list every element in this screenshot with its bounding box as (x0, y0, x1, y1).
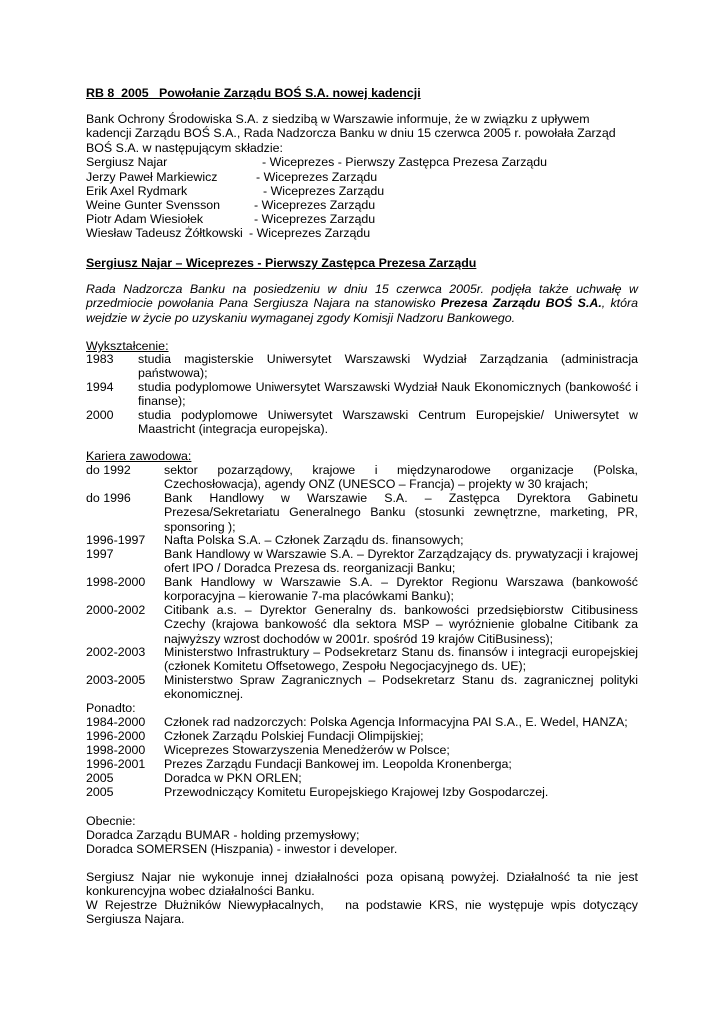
board-member-role: - Wiceprezes Zarządu (254, 198, 376, 212)
career-text: Ministerstwo Infrastruktury – Podsekretarz Stanu ds. finansów i integracji europejskiej (członek Komitetu Offsetowego, Zespołu Negocjacyjnego ds. UE); (164, 645, 638, 674)
education-heading: Wykształcenie: (86, 339, 169, 353)
career-text: Bank Handlowy w Warszawie S.A. – Dyrektor Zarządzający ds. prywatyzacji i krajowej ofert IPO / Doradca Prezesa ds. reorganizacji Banku; (164, 547, 638, 576)
education-text: studia podyplomowe Uniwersytet Warszawski Centrum Europejskie/ Uniwersytet w Maastricht (integracja europejska). (138, 408, 638, 437)
board-member-name: Erik Axel Rydmark (86, 184, 188, 198)
career-year: do 1996 (86, 491, 131, 505)
board-member-role: - Wiceprezes Zarządu (256, 170, 378, 184)
career-text: Nafta Polska S.A. – Członek Zarządu ds. finansowych; (164, 533, 464, 547)
also-year: 2005 (86, 771, 114, 785)
resolution-paragraph: Rada Nadzorcza Banku na posiedzeniu w dniu 15 czerwca 2005r. podjęła także uchwałę w przedmiocie powołania Pana Sergiusza Najara na stanowisko Prezesa Zarządu BOŚ S.A., która wejdzie w życie po uzyskaniu wymaganej zgody Komisji Nadzoru Bankowego. (86, 282, 638, 325)
board-member-name: Piotr Adam Wiesiołek (86, 212, 204, 226)
career-year: 1998-2000 (86, 575, 146, 589)
board-member-role: - Wiceprezes Zarządu (263, 184, 385, 198)
career-year: do 1992 (86, 463, 131, 477)
board-member-role: - Wiceprezes Zarządu (249, 226, 371, 240)
education-text: studia magisterskie Uniwersytet Warszawski Wydział Zarządzania (administracja państwowa); (138, 352, 638, 381)
board-member-name: Jerzy Paweł Markiewicz (86, 170, 218, 184)
current-line: Doradca Zarządu BUMAR - holding przemysłowy; (86, 828, 360, 842)
career-text: sektor pozarządowy, krajowe i międzynarodowe organizacje (Polska, Czechosłowacja), agendy ONZ (UNESCO – Francja) – projekty w 30 krajach; (164, 463, 638, 492)
also-year: 2005 (86, 785, 114, 799)
board-member-name: Wiesław Tadeusz Żółtkowski (86, 226, 243, 240)
education-year: 1983 (86, 352, 114, 366)
closing-paragraph: W Rejestrze Dłużników Niewypłacalnych, na podstawie KRS, nie występuje wpis dotyczący Sergiusza Najara. (86, 898, 642, 927)
closing-paragraph: Sergiusz Najar nie wykonuje innej działalności poza opisaną powyżej. Działalność ta nie jest konkurencyjna wobec działalności Banku. (86, 870, 638, 899)
section-heading: Sergiusz Najar – Wiceprezes - Pierwszy Zastępca Prezesa Zarządu (86, 256, 477, 270)
board-member-name: Sergiusz Najar (86, 155, 168, 169)
current-heading: Obecnie: (86, 814, 136, 828)
education-text: studia podyplomowe Uniwersytet Warszawski Wydział Nauk Ekonomicznych (bankowość i finanse); (138, 380, 638, 409)
board-member-name: Weine Gunter Svensson (86, 198, 221, 212)
also-text: Prezes Zarządu Fundacji Bankowej im. Leopolda Kronenberga; (164, 757, 512, 771)
also-year: 1996-2001 (86, 757, 146, 771)
career-year: 2003-2005 (86, 673, 146, 687)
education-year: 2000 (86, 408, 114, 422)
also-heading: Ponadto: (86, 701, 136, 715)
also-text: Członek Zarządu Polskiej Fundacji Olimpijskiej; (164, 729, 424, 743)
document-title: RB 8_2005_ Powołanie Zarządu BOŚ S.A. nowej kadencji (86, 86, 421, 100)
career-text: Bank Handlowy w Warszawie S.A. – Zastępca Dyrektora Gabinetu Prezesa/Sekretariatu Generalnego Banku (stosunki zewnętrzne, marketing, PR, sponsoring ); (164, 491, 638, 534)
board-member-role: - Wiceprezes - Pierwszy Zastępca Prezesa Zarządu (262, 155, 548, 169)
also-year: 1984-2000 (86, 715, 146, 729)
resolution-position: Prezesa Zarządu BOŚ S.A. (440, 296, 602, 311)
also-year: 1998-2000 (86, 743, 146, 757)
career-year: 1996-1997 (86, 533, 146, 547)
also-text: Przewodniczący Komitetu Europejskiego Krajowej Izby Gospodarczej. (164, 785, 549, 799)
career-heading: Kariera zawodowa: (86, 449, 192, 463)
also-text: Członek rad nadzorczych: Polska Agencja Informacyjna PAI S.A., E. Wedel, HANZA; (164, 715, 628, 729)
career-text: Ministerstwo Spraw Zagranicznych – Podsekretarz Stanu ds. zagranicznej polityki ekonomicznej. (164, 673, 638, 702)
board-member-role: - Wiceprezes Zarządu (254, 212, 376, 226)
career-text: Bank Handlowy w Warszawie S.A. – Dyrektor Regionu Warszawa (bankowość korporacyjna – kierowanie 7-ma placówkami Banku); (164, 575, 638, 604)
education-year: 1994 (86, 380, 114, 394)
also-text: Doradca w PKN ORLEN; (164, 771, 302, 785)
career-year: 1997 (86, 547, 114, 561)
career-year: 2000-2002 (86, 603, 146, 617)
intro-paragraph: Bank Ochrony Środowiska S.A. z siedzibą w Warszawie informuje, że w związku z upływem kadencji Zarządu BOŚ S.A., Rada Nadzorcza Banku w dniu 15 czerwca 2005 r. powołała Zarząd BOŚ S.A. w następującym składzie: (86, 112, 616, 155)
career-text: Citibank a.s. – Dyrektor Generalny ds. bankowości przedsiębiorstw Citibusiness Czechy (krajowa bankowość dla sektora MSP – wyróżnienie globalne Citibank za najwyższy wzrost dochodów w 2001r. spośród 19 krajów CitiBusiness); (164, 603, 638, 646)
career-year: 2002-2003 (86, 645, 146, 659)
current-line: Doradca SOMERSEN (Hiszpania) - inwestor i developer. (86, 842, 398, 856)
also-text: Wiceprezes Stowarzyszenia Menedżerów w Polsce; (164, 743, 450, 757)
also-year: 1996-2000 (86, 729, 146, 743)
